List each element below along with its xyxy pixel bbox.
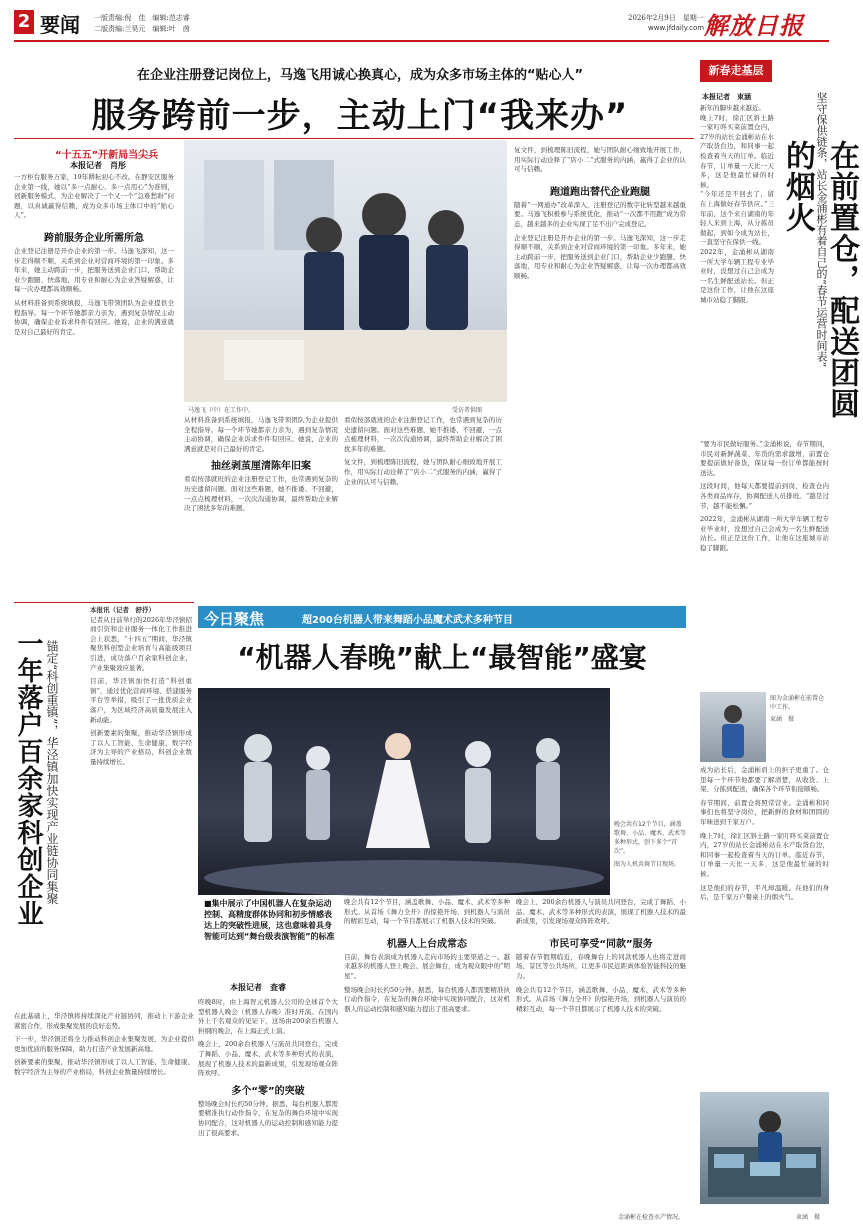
lead-paragraph: 企业登记注册是开办企业的第一步。马逸飞深知，这一步走得顺不顺，关系到企业对营商环境的第一印象。多年来，她主动跨前一步，把服务送到企业门口，帮助企业少跑腿、快落地，用专业和耐心为企业答疑解惑，让每一次办理都高效顺畅。 xyxy=(14,246,174,294)
feature-banner-label: 今日聚焦 xyxy=(204,610,265,628)
sidebar-paragraph: 创新要素的集聚，推动华泾镇形成了以人工智能、生命健康、数字经济为主导的产业格局，科创企业数量持续增长。 xyxy=(14,1058,194,1076)
sidebar-paragraph: 记者从日前举行的2026年华泾镇招商引资和企业服务一体化工作推进会上获悉，“十四五”期间，华泾镇聚焦科创型企业培育与高能级项目引进，成功落户百余家科创企业，产业集聚效应显著。 xyxy=(90,615,192,672)
issue-date: 2026年2月9日 星期一 xyxy=(628,14,704,22)
sidebar-paragraph: 下一步，华泾镇还将全力推动科创企业集聚发展，为企业提供更加优质的服务保障，助力打造产业发展新高地。 xyxy=(14,1035,194,1053)
lead-divider xyxy=(14,138,694,139)
newspaper-logo: 解放日报 xyxy=(704,11,804,40)
right-paragraph: 这段时间，他每天都要提前到岗，检查仓内各类商品库存，协调配送人员排班。“越是过节，越不能松懈。” xyxy=(700,482,829,510)
lead-paragraph: 看似按部就班的企业注册登记工作，也常遇到复杂的历史遗留问题。面对这些难题，她不推诿、不回避，一点点梳理材料，一次次沟通协调，最终帮助企业解决了困扰多年的难题。 xyxy=(184,475,338,513)
feature-paragraph: 晚会上，200余台机器人与演员共同登台，完成了舞蹈、小品、魔术、武术等多种形式的表演，展现了机器人技术的最新成果，引发现场观众阵阵欢呼。 xyxy=(198,1040,338,1078)
feature-byline: 本报记者 查睿 xyxy=(230,982,286,992)
lead-column-1 xyxy=(14,173,174,595)
feature-column-1 xyxy=(198,998,338,1218)
lead-tag: “十五五”开新局当尖兵 xyxy=(55,150,159,161)
lead-paragraph: 从材料准备到系统填报，马逸飞带领团队为企业提供全程指导。每一个环节她都亲力亲为，遇到复杂情况主动协调，确保企业诉求件件有回应。她说，企业的满意就是对自己最好的肯定。 xyxy=(14,298,174,336)
right-bottom-photo xyxy=(700,1092,829,1204)
feature-photo xyxy=(198,688,610,895)
lead-column-2 xyxy=(184,416,338,596)
feature-subhead: 市民可享受“同款”服务 xyxy=(549,938,653,950)
feature-photo-illustration xyxy=(198,688,610,895)
right-photo-credit: 束涵 摄 xyxy=(770,716,795,723)
right-paragraph: 成为站长后，金涌彬肩上的担子更重了。仓里每一个环节他都要了解清楚，从收货、上架、分拣到配送，确保各个环节衔接顺畅。 xyxy=(700,766,829,794)
lead-photo-credit: 受访者供图 xyxy=(452,407,483,414)
sidebar-divider xyxy=(14,602,194,603)
lead-paragraph: 一方柜台服务万家，19年耕耘初心不改。在静安区服务企业第一线，她以“多一点耐心、多一点用心”为准则，创新服务模式，为企业解决了一个又一个“急难愁盼”问题，以真诚赢得信赖，成为众多市场主体口中的“贴心人”。 xyxy=(14,173,174,220)
site-url[interactable]: www.jfdaily.com xyxy=(648,24,705,32)
lead-photo xyxy=(184,140,507,402)
lead-paragraph: 复文件，到梳理陈旧流程，她与团队耐心细致地开展工作，用实际行动诠释了“店小二”式服务的内涵，赢得了企业的认可与信赖。 xyxy=(514,146,686,174)
sidebar-paragraph: 在此基础上，华泾镇将持续深化产业链协同，推动上下游企业紧密合作，形成集聚发展的良好态势。 xyxy=(14,1012,194,1030)
masthead-rule xyxy=(14,40,829,42)
right-inline-photo xyxy=(700,692,766,762)
feature-column-3 xyxy=(516,898,686,1218)
right-paragraph: 春节期间，前置仓将照常营业。金涌彬和同事们也将坚守岗位，把新鲜的食材和团圆的年味送到千家万户。 xyxy=(700,798,829,826)
feature-paragraph: 整场晚会时长约50分钟。据悉，每台机器人都需要精准执行动作指令，在复杂的舞台环境中实现协同配合，这对机器人的运动控制和感知能力提出了很高要求。 xyxy=(344,985,510,1013)
lead-paragraph: 复文件，到梳理陈旧流程，她与团队耐心细致地开展工作，用实际行动诠释了“店小二”式服务的内涵，赢得了企业的认可与信赖。 xyxy=(344,458,502,486)
lead-subhead: 跨前服务企业所需所急 xyxy=(44,232,144,244)
sidebar-column-2 xyxy=(14,1012,194,1218)
lead-column-3 xyxy=(344,416,502,596)
right-paragraph: “今年还是不回去了，留在上海做好春节供应。”三年前，这个来自湖南的年轻人来到上海，从分拣员做起，到如今成为站长，一直坚守在保供一线。 xyxy=(700,190,774,247)
lead-paragraph: 从材料准备到系统填报，马逸飞带领团队为企业提供全程指导。每一个环节她都亲力亲为，遇到复杂情况主动协调，确保企业诉求件件有回应。她说，企业的满意就是对自己最好的肯定。 xyxy=(184,416,338,453)
section-name: 要闻 xyxy=(40,13,80,37)
feature-banner xyxy=(198,606,686,628)
footer-note: 金涌彬在检查水产情况。 xyxy=(618,1214,685,1221)
feature-column-2 xyxy=(344,898,510,1218)
sidebar-paragraph: 目前，华泾镇加快打造“科创重镇”，通过优化营商环境、搭建服务平台等举措，吸引了一批优质企业落户，为区域经济高质量发展注入新动能。 xyxy=(90,677,192,724)
masthead xyxy=(0,0,841,42)
feature-paragraph: 晚会上，200余台机器人与演员共同登台，完成了舞蹈、小品、魔术、武术等多种形式的表演，展现了机器人技术的最新成果，引发现场观众阵阵欢呼。 xyxy=(516,898,686,926)
lead-paragraph: 随着“一网通办”改革深入，注册登记的数字化转型越来越重要。马逸飞积极参与系统优化，推动“一次都不用跑”成为常态，越来越多的企业实现了足不出户完成登记。 xyxy=(514,200,686,228)
feature-paragraph: 整场晚会时长约50分钟。据悉，每台机器人都需要精准执行动作指令，在复杂的舞台环境中实现协同配合，这对机器人的运动控制和感知能力提出了很高要求。 xyxy=(198,1099,338,1137)
feature-paragraph: 晚会共有12个节目，涵盖歌舞、小品、魔术、武术等多种形式。从首场《舞力全开》的惊艳开场，到机器人与演员的精彩互动，每一个节目都展示了机器人技术的突破。 xyxy=(516,985,686,1013)
page-number: 2 xyxy=(17,11,31,32)
right-headline: 在前置仓，配送团圆的烟火 xyxy=(780,140,859,419)
lead-photo-caption: 马逸飞（中）在工作中。 xyxy=(188,407,255,414)
feature-paragraph: 昨晚8时，由上海智元机器人公司的全球首个大型机器人晚会（机器人春晚）准时开演。在国内外上千名观众的见证下，这场由200余台机器人担纲的晚会，在上海正式上演。 xyxy=(198,998,338,1035)
footer-credit: 束涵 摄 xyxy=(796,1214,821,1221)
lead-paragraph: 企业登记注册是开办企业的第一步。马逸飞深知，这一步走得顺不顺，关系到企业对营商环境的第一印象。多年来，她主动跨前一步，把服务送到企业门口，帮助企业少跑腿、快落地，用专业和耐心为企业答疑解惑，让每一次办理都高效顺畅。 xyxy=(514,233,686,280)
feature-subhead: 机器人上台成常态 xyxy=(387,938,467,950)
sidebar-paragraph: 创新要素的集聚，推动华泾镇形成了以人工智能、生命健康、数字经济为主导的产业格局，科创企业数量持续增长。 xyxy=(90,729,192,766)
lead-kicker: 在企业注册登记岗位上，马逸飞用诚心换真心，成为众多市场主体的“贴心人” xyxy=(136,68,584,83)
right-paragraph: 新年的脚步越来越近。 xyxy=(700,104,765,112)
right-paragraph: 2022年，金涌彬从湖南一所大学车辆工程专业毕业时，没想过自己会成为一名生鲜配送站长。但正是这份工作，让他在这座城市站稳了脚跟。 xyxy=(700,247,774,304)
editor-line-1: 一版责编:倪 佳 编辑:范志睿 xyxy=(94,14,190,22)
page-number-badge xyxy=(14,10,34,34)
feature-banner-text: 超200台机器人带来舞蹈小品魔术武术多种节目 xyxy=(302,615,513,626)
lead-column-4 xyxy=(514,146,686,596)
feature-headline: “机器人春晚”献上“最智能”盛宴 xyxy=(237,641,647,674)
right-section-label xyxy=(700,60,772,82)
right-subheadline: 坚守保供链条，站长金涌彬有着自己的“春节运营时间表” xyxy=(815,92,828,368)
feature-paragraph: 随着春节假期临近，春晚舞台上的同款机器人也将走进商场、景区等公共场所，让更多市民近距离体验智能科技的魅力。 xyxy=(516,952,686,980)
feature-paragraph: 目前，舞台表演成为机器人走向市场的主要渠道之一。越来越多的机器人登上晚会、展会舞台，成为观众眼中的“明星”。 xyxy=(344,952,510,980)
right-bottom-photo-illustration xyxy=(700,1092,829,1204)
feature-highlight-text: ■集中展示了中国机器人在复杂运动控制、高精度群体协同和初步情感表达上的突破性进展，这也意味着具身智能可达到“舞台级表演智能”的标准 xyxy=(204,899,335,941)
right-paragraph: “要为市民做好服务。”金涌彬说，春节期间，市民对新鲜蔬菜、年货的需求激增，前置仓要提前做好备货，保证每一份订单都能按时送达。 xyxy=(700,440,829,477)
right-paragraph: 2022年，金涌彬从湖南一所大学车辆工程专业毕业时，没想过自己会成为一名生鲜配送站长。但正是这份工作，让他在这座城市站稳了脚跟。 xyxy=(700,515,829,552)
sidebar-headline: 一年落户百余家科创企业 xyxy=(13,630,43,927)
right-column-bottom xyxy=(700,766,829,1088)
right-photo-caption: 图为金涌彬在前置仓中工作。 xyxy=(770,695,825,711)
feature-subhead: 多个“零”的突破 xyxy=(231,1085,305,1097)
right-photo-caption-box xyxy=(770,694,829,762)
lead-subhead: 抽丝剥茧厘清陈年旧案 xyxy=(211,461,311,473)
lead-photo-illustration xyxy=(184,140,507,402)
right-byline: 本报记者 束涵 xyxy=(702,92,751,101)
right-paragraph: 这是他们的春节，平凡却温暖。在他们的身后，是千家万户餐桌上的烟火气。 xyxy=(700,883,829,902)
lead-subhead: 跑道跑出替代企业跑腿 xyxy=(550,186,650,198)
sidebar-byline: 本报讯（记者 舒抒） xyxy=(90,606,155,614)
lead-byline: 本报记者 肖彤 xyxy=(70,160,126,170)
right-column-middle xyxy=(700,440,829,688)
feature-paragraph: 晚会共有12个节目，涵盖歌舞、小品、魔术、武术等多种形式。从首场《舞力全开》的惊艳开场，到机器人与演员的精彩互动，每一个节目都展示了机器人技术的突破。 xyxy=(344,898,510,926)
feature-highlight xyxy=(204,898,336,976)
feature-photo-caption-box xyxy=(614,820,686,896)
sidebar-subheadline: 锚定“科创重镇”，华泾镇加快实现产业链协同集聚 xyxy=(45,640,59,905)
right-inline-photo-illustration xyxy=(700,692,766,762)
right-section-label-text: 新春走基层 xyxy=(708,64,764,77)
lead-headline: 服务跨前一步，主动上门“我来办” xyxy=(91,96,629,136)
lead-paragraph: 看似按部就班的企业注册登记工作，也常遇到复杂的历史遗留问题。面对这些难题，她不推诿、不回避，一点点梳理材料，一次次沟通协调，最终帮助企业解决了困扰多年的难题。 xyxy=(344,416,502,453)
sidebar-column-1 xyxy=(90,606,192,946)
feature-photo-caption: 晚会共有12个节目，涵盖歌舞、小品、魔术、武术等多种形式，创下多个“首次”。 xyxy=(614,821,687,855)
right-paragraph: 晚上7时，徐汇区斜土路一家叮咚买菜前置仓内，27岁的站长金涌彬站在水产取货台边，和同事一起检查着当天的订单。临近春节，订单量一天比一天多，这是他最忙碌的时候。 xyxy=(700,831,829,878)
feature-photo-credit: 图为人机共舞节目现场。 xyxy=(614,861,681,868)
right-paragraph: 晚上7时，徐汇区斜土路一家叮咚买菜前置仓内，27岁的站长金涌彬站在水产取货台边，和同事一起检查着当天的订单。临近春节，订单量一天比一天多，这是他最忙碌的时候。 xyxy=(700,113,774,189)
editor-line-2: 二版责编:兰昊元 编辑:叶 茵 xyxy=(94,25,190,33)
